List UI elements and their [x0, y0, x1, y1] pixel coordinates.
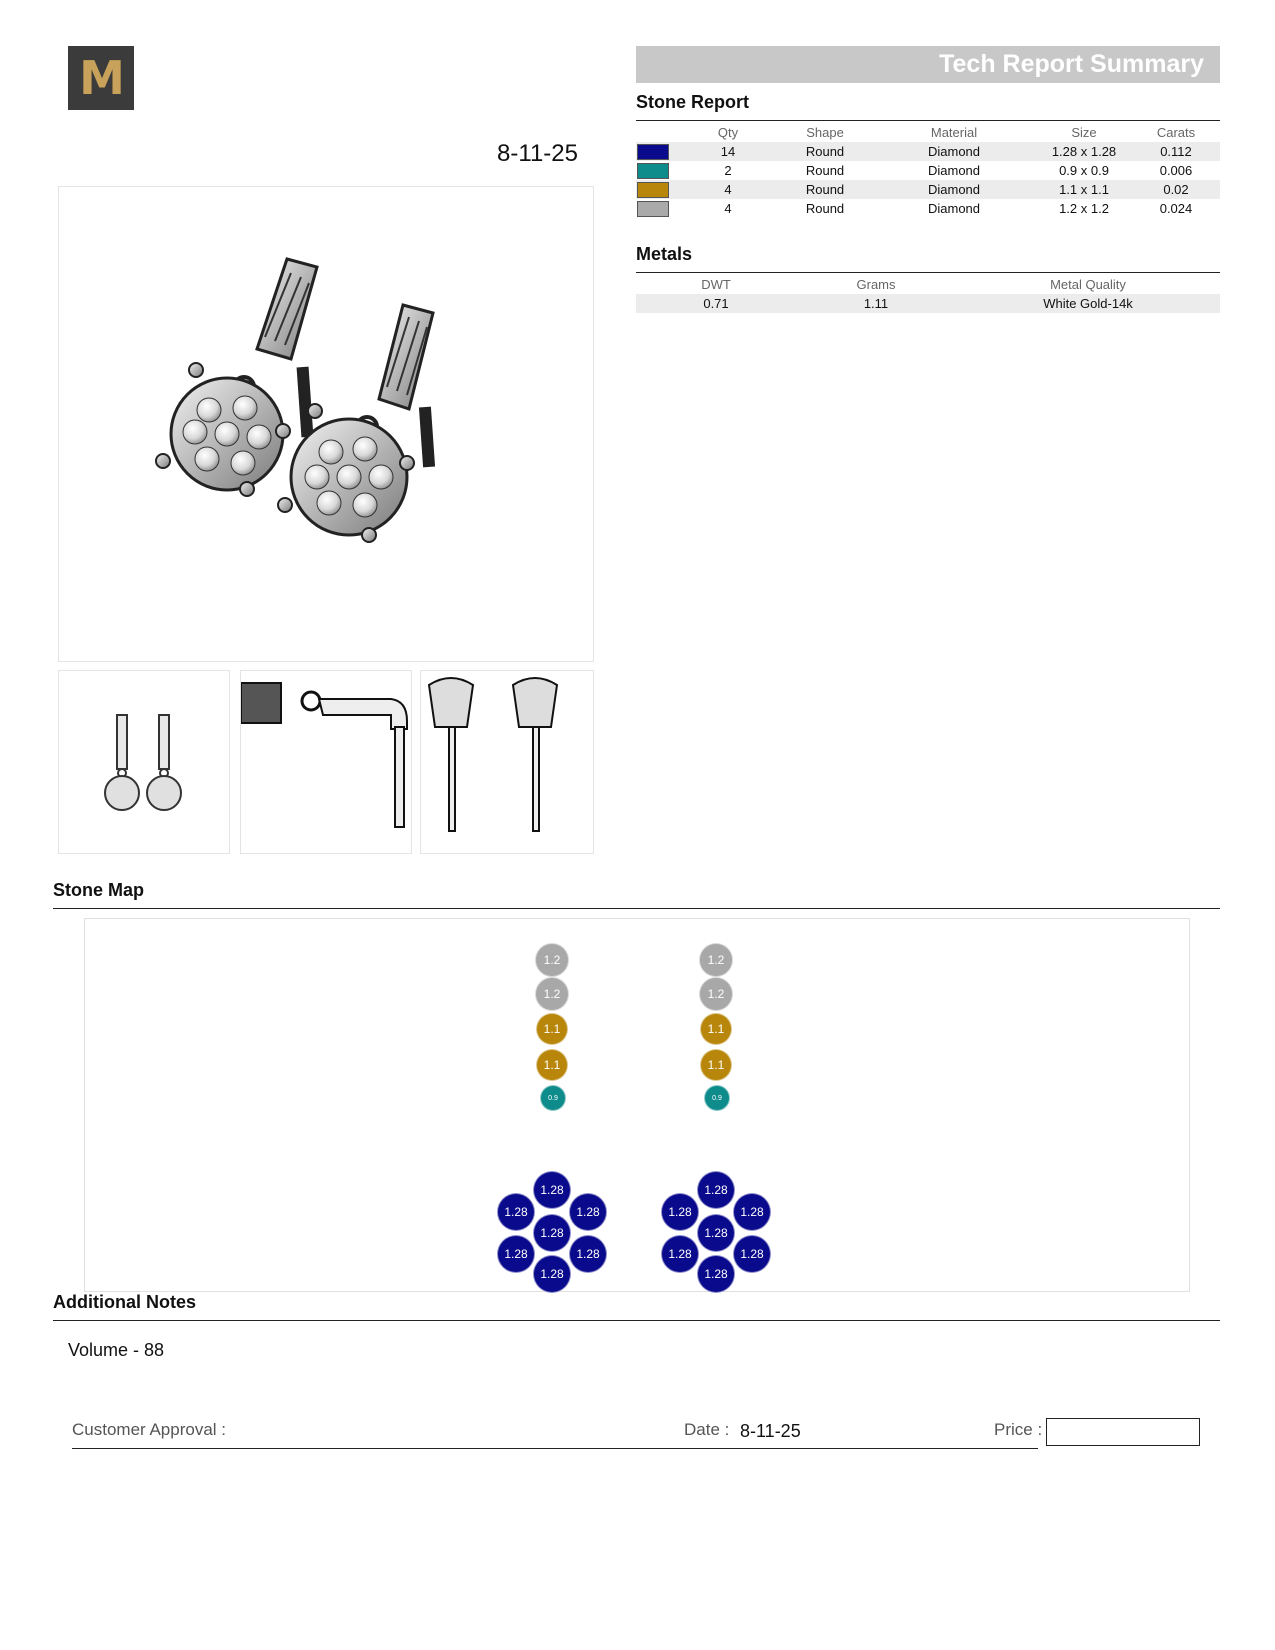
company-logo [68, 46, 134, 110]
metals-rule [636, 272, 1220, 273]
stone-gray: 1.2 [535, 977, 569, 1011]
color-swatch-cell [636, 142, 678, 161]
notes-text: Volume - 88 [68, 1340, 165, 1360]
back-view-render [421, 671, 593, 853]
shape-cell: Round [805, 201, 845, 216]
stone-report-rule [636, 120, 1220, 121]
price-field[interactable] [1046, 1418, 1200, 1446]
dwt-cell: 0.71 [636, 294, 796, 313]
column-header-shape: Shape [806, 124, 844, 140]
stone-report-title: Stone Report [636, 92, 750, 112]
material-cell: Diamond [872, 180, 1036, 199]
carats-cell: 0.006 [1159, 163, 1193, 178]
report-date: 8-11-25 [497, 140, 578, 167]
stone-blue: 1.28 [569, 1193, 607, 1231]
customer-approval-label: Customer Approval : [72, 1420, 227, 1439]
stone-blue: 1.28 [497, 1193, 535, 1231]
stone-blue: 1.28 [733, 1235, 771, 1273]
stone-blue: 1.28 [697, 1255, 735, 1293]
price-label: Price : [994, 1420, 1043, 1439]
column-header-dwt: DWT [701, 276, 731, 292]
thumbnail-front-view [58, 670, 230, 854]
column-header-size: Size [1071, 124, 1097, 140]
stone-gray: 1.2 [535, 943, 569, 977]
earrings-render [59, 187, 593, 661]
date-label: Date : [684, 1420, 730, 1439]
stone-blue: 1.28 [497, 1235, 535, 1273]
report-title: Tech Report Summary [939, 50, 1204, 78]
color-swatch-cell [636, 180, 678, 199]
stone-teal: 0.9 [540, 1085, 566, 1111]
column-header-metal-quality: Metal Quality [1050, 276, 1126, 292]
table-row [636, 142, 1220, 161]
qty-cell: 2 [724, 163, 732, 178]
material-cell: Diamond [927, 201, 981, 216]
stone-gray: 1.2 [699, 977, 733, 1011]
carats-cell: 0.02 [1132, 180, 1220, 199]
thumbnail-back-view [420, 670, 594, 854]
column-header-grams: Grams [856, 276, 896, 292]
stone-blue: 1.28 [661, 1193, 699, 1231]
material-cell: Diamond [872, 142, 1036, 161]
stone-blue: 1.28 [733, 1193, 771, 1231]
grams-cell: 1.11 [796, 294, 956, 313]
side-view-render [241, 671, 411, 853]
stone-blue: 1.28 [661, 1235, 699, 1273]
stone-report-table [636, 122, 1220, 218]
table-row [636, 199, 1220, 218]
size-cell: 1.28 x 1.28 [1036, 142, 1132, 161]
stone-report-header-row [636, 122, 1220, 142]
table-row [636, 180, 1220, 199]
front-view-render [59, 671, 229, 853]
metals-table [636, 274, 1220, 313]
stone-map-rule [53, 908, 1220, 909]
stone-gold: 1.1 [536, 1013, 568, 1045]
stone-teal: 0.9 [704, 1085, 730, 1111]
color-swatch-cell [636, 199, 678, 218]
thumbnail-side-view [240, 670, 412, 854]
main-product-image [58, 186, 594, 662]
logo-letter: M [79, 51, 123, 105]
stone-blue: 1.28 [697, 1171, 735, 1209]
table-row [636, 294, 1220, 313]
color-swatch [637, 201, 669, 217]
stone-blue: 1.28 [533, 1214, 571, 1252]
swatch-column-header [636, 122, 678, 142]
stone-gray: 1.2 [699, 943, 733, 977]
shape-cell: Round [805, 163, 845, 178]
stone-blue: 1.28 [533, 1255, 571, 1293]
additional-notes-rule [53, 1320, 1220, 1321]
stone-gold: 1.1 [536, 1049, 568, 1081]
stone-blue: 1.28 [569, 1235, 607, 1273]
table-row [636, 161, 1220, 180]
date-value: 8-11-25 [740, 1421, 801, 1441]
size-cell: 0.9 x 0.9 [1059, 163, 1109, 178]
size-cell: 1.1 x 1.1 [1036, 180, 1132, 199]
material-cell: Diamond [927, 163, 981, 178]
title-banner [636, 46, 1220, 83]
stone-blue: 1.28 [697, 1214, 735, 1252]
stone-blue: 1.28 [533, 1171, 571, 1209]
color-swatch [637, 144, 669, 160]
carats-cell: 0.024 [1159, 201, 1193, 216]
qty-cell: 14 [678, 142, 778, 161]
size-cell: 1.2 x 1.2 [1059, 201, 1109, 216]
color-swatch-cell [636, 161, 678, 180]
shape-cell: Round [778, 180, 872, 199]
signature-line [72, 1448, 1038, 1449]
column-header-qty: Qty [717, 124, 739, 140]
metals-title: Metals [636, 244, 693, 264]
column-header-carats: Carats [1156, 124, 1196, 140]
stone-gold: 1.1 [700, 1013, 732, 1045]
additional-notes-title: Additional Notes [53, 1292, 196, 1312]
color-swatch [637, 163, 669, 179]
metals-header-row [636, 274, 1220, 294]
stone-map-title: Stone Map [53, 880, 145, 900]
stone-gold: 1.1 [700, 1049, 732, 1081]
qty-cell: 4 [678, 180, 778, 199]
metal-quality-cell: White Gold-14k [956, 294, 1220, 313]
column-header-material: Material [930, 124, 978, 140]
color-swatch [637, 182, 669, 198]
shape-cell: Round [778, 142, 872, 161]
carats-cell: 0.112 [1132, 142, 1220, 161]
stone-map-panel [84, 918, 1190, 1292]
qty-cell: 4 [724, 201, 732, 216]
